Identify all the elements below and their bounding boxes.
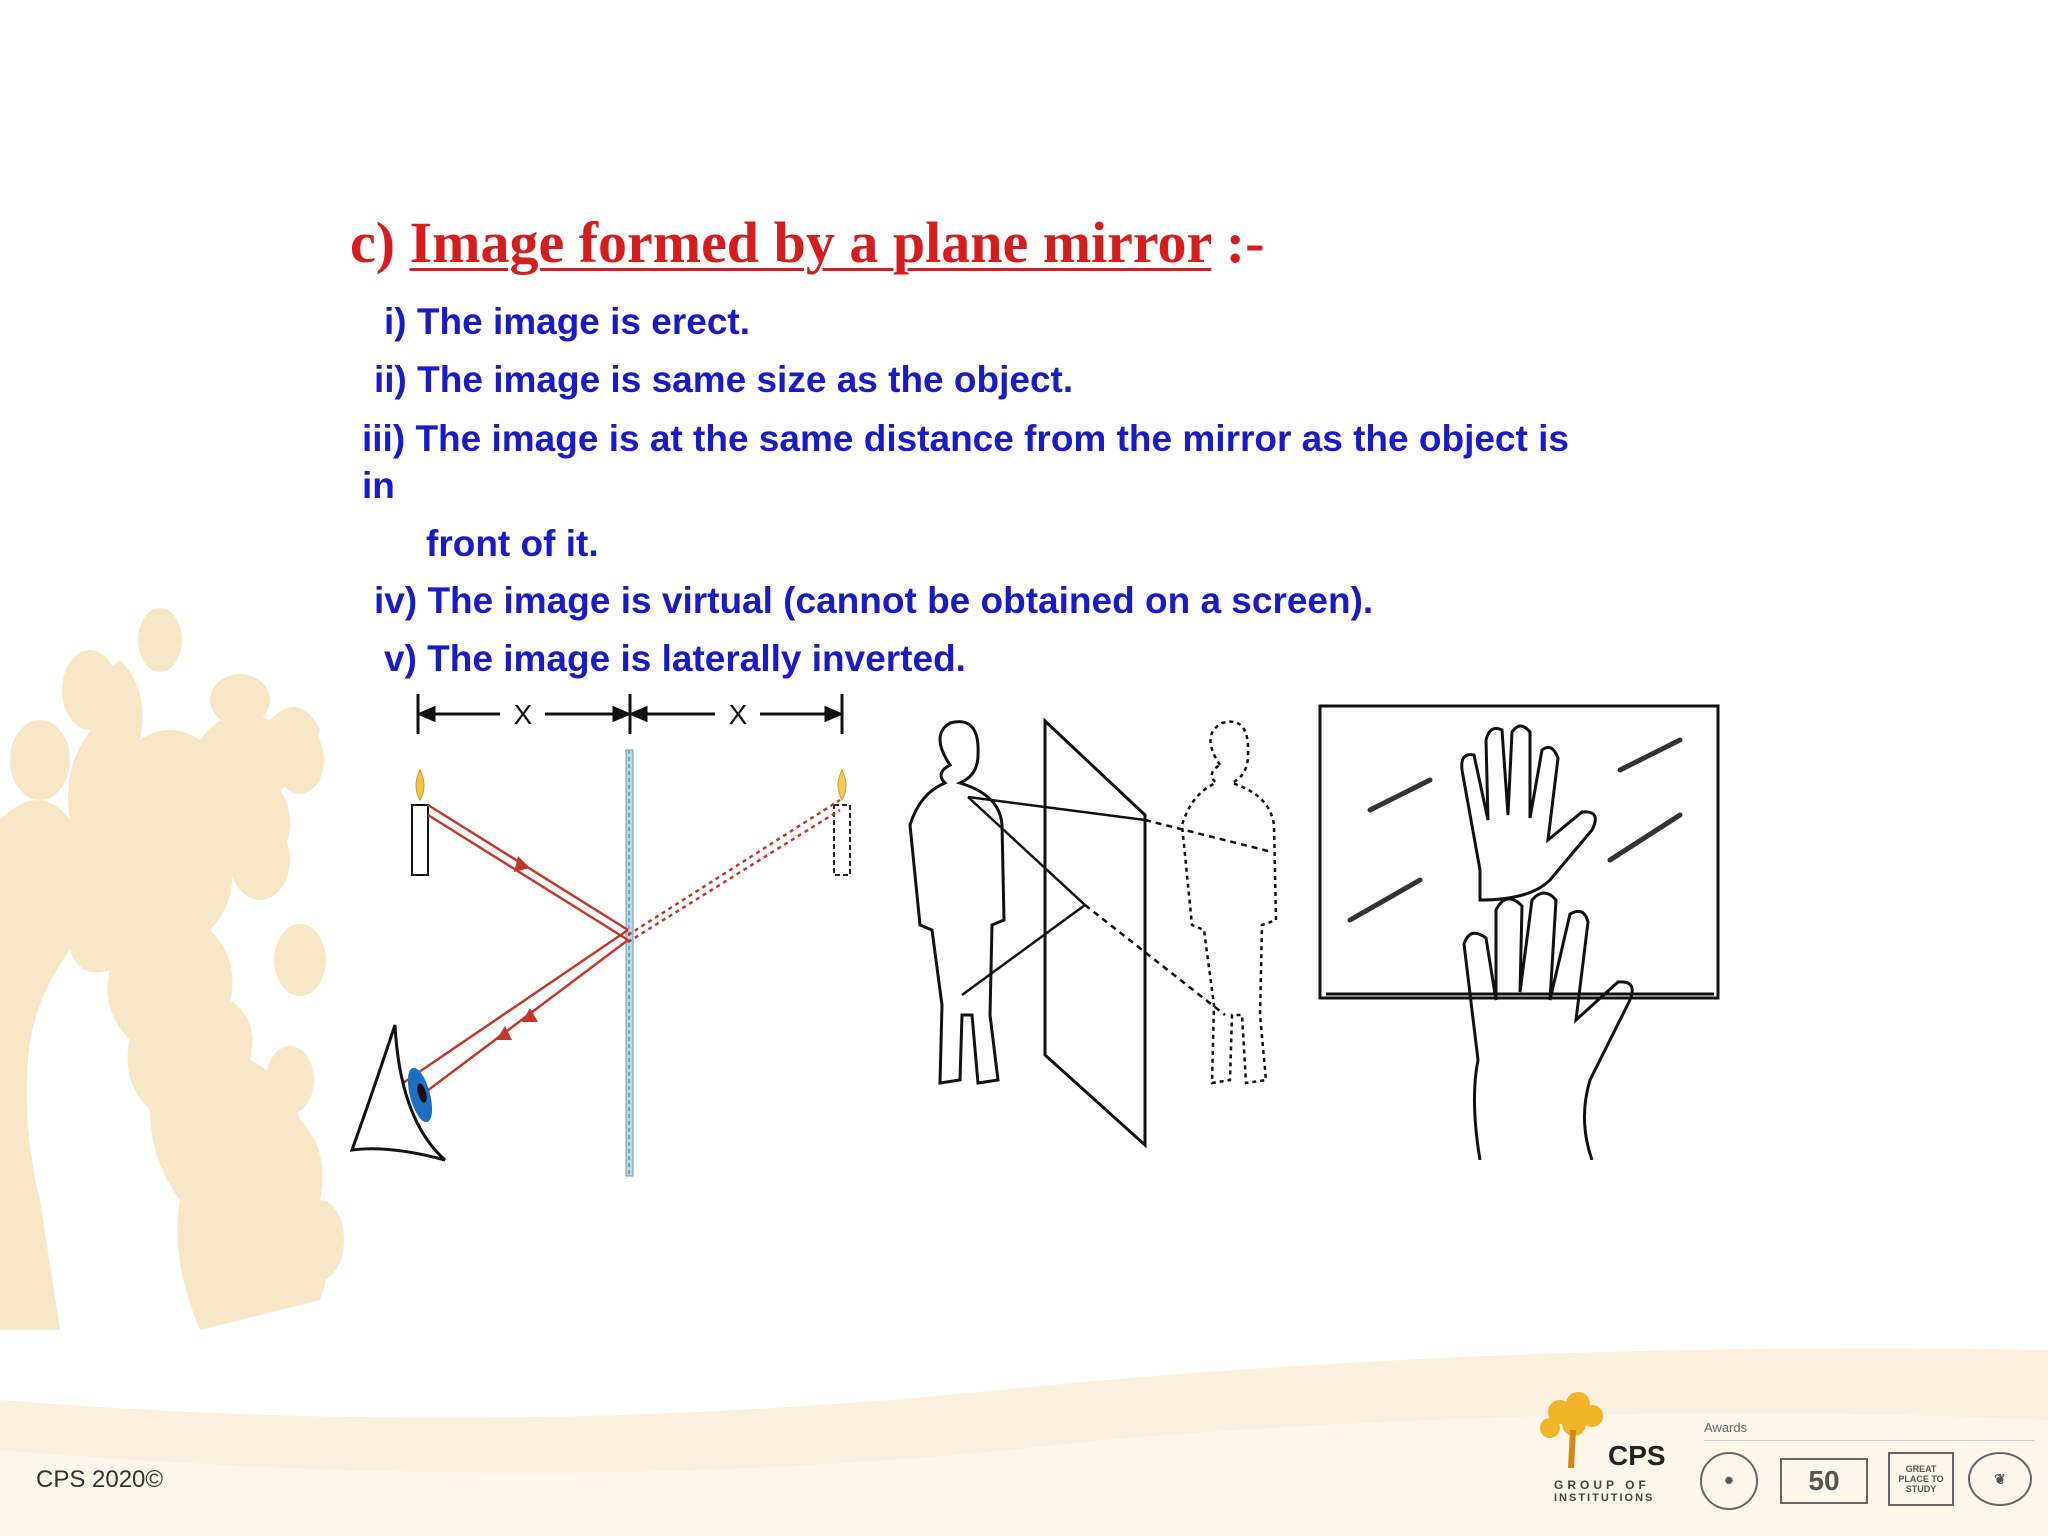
distance-label-right: X xyxy=(728,699,748,730)
logo-name: CPS xyxy=(1608,1440,1666,1471)
candle-image xyxy=(834,770,850,875)
person-figure xyxy=(910,722,1004,1083)
point-3: iii) The image is at the same distance from the mirror as the object is xyxy=(362,418,1569,459)
cps-logo xyxy=(1530,1390,1670,1510)
hand-mirror-diagram xyxy=(1310,700,1730,1160)
mirror-plane xyxy=(1045,721,1145,1145)
person-mirror-diagram xyxy=(900,715,1280,1155)
slide-title xyxy=(350,208,1264,278)
ray-diagram xyxy=(340,690,880,1180)
title-main: Image formed by a plane mirror xyxy=(409,210,1212,275)
logo-line1: GROUP OF xyxy=(1554,1478,1650,1492)
point-3-continued: front of it. xyxy=(426,523,599,564)
point-5: v) The image is laterally inverted. xyxy=(384,638,966,679)
awards-divider xyxy=(1704,1440,2034,1441)
awards-label: Awards xyxy=(1704,1420,1748,1435)
logo-line2: INSTITUTIONS xyxy=(1554,1492,1655,1504)
point-3-wrap: in xyxy=(362,465,395,506)
copyright-text: CPS 2020© xyxy=(36,1466,164,1493)
distance-label-left: X xyxy=(513,699,533,730)
decorative-tree xyxy=(0,608,344,1330)
title-prefix: c) xyxy=(350,210,410,275)
award-great-place-badge xyxy=(1888,1452,1954,1506)
plane-mirror xyxy=(626,750,633,1176)
point-4: iv) The image is virtual (cannot be obtained on a screen). xyxy=(374,580,1374,621)
candle-object xyxy=(412,770,428,875)
logo-tree-icon xyxy=(1530,1390,1620,1470)
light-rays xyxy=(400,800,840,1100)
reflected-hand xyxy=(1462,726,1596,900)
award-50-badge xyxy=(1780,1458,1868,1504)
eye xyxy=(352,1025,445,1160)
point-2: ii) The image is same size as the object. xyxy=(374,359,1074,400)
reflection-marks xyxy=(1350,740,1680,920)
award-wreath-icon: ❦ xyxy=(1968,1452,2032,1506)
real-hand xyxy=(1464,893,1632,1160)
award-seal-icon: ✺ xyxy=(1700,1452,1758,1510)
point-1: i) The image is erect. xyxy=(384,301,751,342)
person-image-figure xyxy=(1182,722,1276,1083)
award-50-value: 50 xyxy=(1808,1465,1840,1496)
title-suffix: :- xyxy=(1211,210,1265,275)
award-great-place-text: GREAT PLACE TO STUDY xyxy=(1898,1464,1944,1494)
